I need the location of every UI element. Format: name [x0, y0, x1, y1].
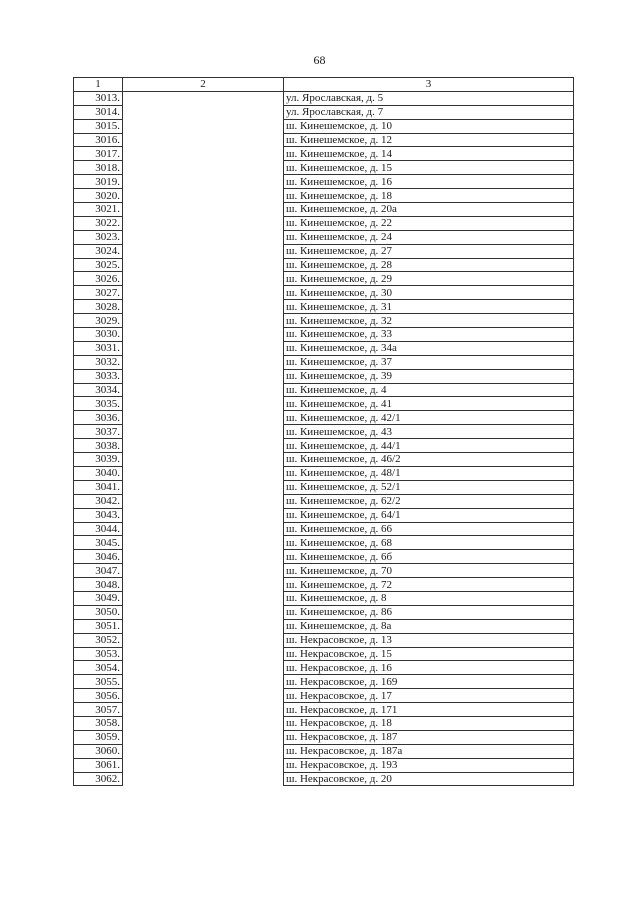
table-row	[74, 411, 574, 425]
row-number: 3059.	[74, 730, 123, 744]
row-address: ул. Ярославская, д. 5	[284, 91, 574, 105]
row-column-2	[123, 244, 284, 258]
table-row	[74, 203, 574, 217]
row-number: 3022.	[74, 216, 123, 230]
row-column-2	[123, 716, 284, 730]
row-column-2	[123, 300, 284, 314]
table-row	[74, 286, 574, 300]
table-row	[74, 175, 574, 189]
row-number: 3026.	[74, 272, 123, 286]
row-number: 3038.	[74, 439, 123, 453]
table-row	[74, 550, 574, 564]
row-address: ш. Некрасовское, д. 16	[284, 661, 574, 675]
row-number: 3017.	[74, 147, 123, 161]
table-row	[74, 772, 574, 786]
row-number: 3032.	[74, 355, 123, 369]
row-number: 3033.	[74, 369, 123, 383]
table-row	[74, 189, 574, 203]
row-column-2	[123, 203, 284, 217]
table-row	[74, 647, 574, 661]
row-column-2	[123, 675, 284, 689]
row-column-2	[123, 564, 284, 578]
row-number: 3035.	[74, 397, 123, 411]
row-address: ш. Кинешемское, д. 41	[284, 397, 574, 411]
row-column-2	[123, 591, 284, 605]
row-address: ш. Кинешемское, д. 46/2	[284, 453, 574, 467]
row-address: ш. Кинешемское, д. 18	[284, 189, 574, 203]
row-column-2	[123, 230, 284, 244]
row-column-2	[123, 411, 284, 425]
table-row	[74, 508, 574, 522]
row-address: ш. Некрасовское, д. 20	[284, 772, 574, 786]
page-number: 68	[313, 53, 326, 67]
row-number: 3040.	[74, 466, 123, 480]
table-row	[74, 758, 574, 772]
table-row	[74, 744, 574, 758]
row-address: ш. Кинешемское, д. 34а	[284, 341, 574, 355]
table-row	[74, 147, 574, 161]
row-address: ш. Кинешемское, д. 64/1	[284, 508, 574, 522]
row-address: ш. Кинешемское, д. 16	[284, 175, 574, 189]
row-address: ш. Кинешемское, д. 20а	[284, 203, 574, 217]
row-number: 3050.	[74, 605, 123, 619]
row-column-2	[123, 161, 284, 175]
row-column-2	[123, 453, 284, 467]
row-column-2	[123, 661, 284, 675]
table-row	[74, 328, 574, 342]
table-row	[74, 425, 574, 439]
row-column-2	[123, 216, 284, 230]
table-row	[74, 591, 574, 605]
row-column-2	[123, 619, 284, 633]
row-number: 3042.	[74, 494, 123, 508]
table-row	[74, 91, 574, 105]
row-column-2	[123, 689, 284, 703]
table-row	[74, 633, 574, 647]
table-row	[74, 383, 574, 397]
row-column-2	[123, 480, 284, 494]
row-number: 3031.	[74, 341, 123, 355]
row-address: ш. Кинешемское, д. 32	[284, 314, 574, 328]
row-number: 3044.	[74, 522, 123, 536]
row-column-2	[123, 355, 284, 369]
row-column-2	[123, 314, 284, 328]
row-number: 3045.	[74, 536, 123, 550]
row-address: ш. Некрасовское, д. 17	[284, 689, 574, 703]
row-address: ш. Некрасовское, д. 18	[284, 716, 574, 730]
table-row	[74, 105, 574, 119]
row-column-2	[123, 466, 284, 480]
table-row	[74, 716, 574, 730]
row-number: 3043.	[74, 508, 123, 522]
row-column-2	[123, 758, 284, 772]
row-column-2	[123, 578, 284, 592]
table-row	[74, 369, 574, 383]
row-address: ш. Кинешемское, д. 33	[284, 328, 574, 342]
table-row	[74, 703, 574, 717]
row-address: ш. Кинешемское, д. 62/2	[284, 494, 574, 508]
row-column-2	[123, 730, 284, 744]
table-row	[74, 341, 574, 355]
row-column-2	[123, 383, 284, 397]
row-address: ш. Кинешемское, д. 22	[284, 216, 574, 230]
row-address: ш. Кинешемское, д. 52/1	[284, 480, 574, 494]
row-address: ш. Кинешемское, д. 15	[284, 161, 574, 175]
row-address: ш. Кинешемское, д. 66	[284, 522, 574, 536]
row-address: ш. Кинешемское, д. 29	[284, 272, 574, 286]
row-column-2	[123, 175, 284, 189]
row-address: ш. Кинешемское, д. 68	[284, 536, 574, 550]
row-address: ш. Кинешемское, д. 28	[284, 258, 574, 272]
row-number: 3018.	[74, 161, 123, 175]
row-number: 3021.	[74, 203, 123, 217]
row-column-2	[123, 133, 284, 147]
row-column-2	[123, 647, 284, 661]
row-column-2	[123, 328, 284, 342]
row-number: 3061.	[74, 758, 123, 772]
row-address: ш. Кинешемское, д. 10	[284, 119, 574, 133]
table-row	[74, 300, 574, 314]
row-number: 3047.	[74, 564, 123, 578]
table-row	[74, 494, 574, 508]
row-column-2	[123, 522, 284, 536]
row-address: ш. Кинешемское, д. 43	[284, 425, 574, 439]
row-number: 3029.	[74, 314, 123, 328]
row-number: 3054.	[74, 661, 123, 675]
table-row	[74, 439, 574, 453]
row-number: 3041.	[74, 480, 123, 494]
row-address: ш. Кинешемское, д. 8	[284, 591, 574, 605]
row-column-2	[123, 425, 284, 439]
row-number: 3020.	[74, 189, 123, 203]
row-number: 3053.	[74, 647, 123, 661]
row-address: ш. Кинешемское, д. 14	[284, 147, 574, 161]
row-column-2	[123, 633, 284, 647]
row-number: 3037.	[74, 425, 123, 439]
table-row	[74, 453, 574, 467]
row-number: 3048.	[74, 578, 123, 592]
table-row	[74, 355, 574, 369]
table-row	[74, 133, 574, 147]
row-column-2	[123, 439, 284, 453]
row-number: 3046.	[74, 550, 123, 564]
table-row	[74, 272, 574, 286]
table-row	[74, 605, 574, 619]
table-body	[74, 91, 574, 786]
table-row	[74, 522, 574, 536]
row-column-2	[123, 605, 284, 619]
row-column-2	[123, 286, 284, 300]
row-address: ш. Кинешемское, д. 30	[284, 286, 574, 300]
row-address: ш. Некрасовское, д. 13	[284, 633, 574, 647]
row-address: ш. Кинешемское, д. 48/1	[284, 466, 574, 480]
table-header-row	[74, 78, 574, 92]
row-number: 3058.	[74, 716, 123, 730]
row-number: 3027.	[74, 286, 123, 300]
table-row	[74, 536, 574, 550]
row-number: 3025.	[74, 258, 123, 272]
row-address: ш. Некрасовское, д. 193	[284, 758, 574, 772]
table-row	[74, 480, 574, 494]
row-address: ш. Кинешемское, д. 27	[284, 244, 574, 258]
table-row	[74, 258, 574, 272]
table-row	[74, 689, 574, 703]
row-number: 3015.	[74, 119, 123, 133]
table-row	[74, 119, 574, 133]
row-column-2	[123, 272, 284, 286]
row-address: ш. Кинешемское, д. 31	[284, 300, 574, 314]
row-column-2	[123, 508, 284, 522]
row-column-2	[123, 369, 284, 383]
row-address: ш. Кинешемское, д. 6б	[284, 550, 574, 564]
row-address: ш. Кинешемское, д. 72	[284, 578, 574, 592]
column-header-2: 2	[123, 78, 284, 92]
row-address: ш. Кинешемское, д. 37	[284, 355, 574, 369]
row-address: ш. Некрасовское, д. 187	[284, 730, 574, 744]
row-column-2	[123, 147, 284, 161]
row-column-2	[123, 397, 284, 411]
table-row	[74, 216, 574, 230]
row-number: 3024.	[74, 244, 123, 258]
row-number: 3062.	[74, 772, 123, 786]
table-row	[74, 619, 574, 633]
row-address: ш. Кинешемское, д. 44/1	[284, 439, 574, 453]
row-address: ш. Кинешемское, д. 39	[284, 369, 574, 383]
row-address: ш. Кинешемское, д. 42/1	[284, 411, 574, 425]
address-table	[73, 77, 574, 786]
table-row	[74, 161, 574, 175]
table-row	[74, 578, 574, 592]
row-address: ул. Ярославская, д. 7	[284, 105, 574, 119]
row-address: ш. Некрасовское, д. 15	[284, 647, 574, 661]
row-number: 3019.	[74, 175, 123, 189]
row-address: ш. Кинешемское, д. 12	[284, 133, 574, 147]
table-row	[74, 730, 574, 744]
row-column-2	[123, 744, 284, 758]
row-address: ш. Кинешемское, д. 86	[284, 605, 574, 619]
row-address: ш. Кинешемское, д. 70	[284, 564, 574, 578]
row-number: 3030.	[74, 328, 123, 342]
row-column-2	[123, 536, 284, 550]
row-address: ш. Некрасовское, д. 171	[284, 703, 574, 717]
table-row	[74, 244, 574, 258]
row-number: 3051.	[74, 619, 123, 633]
table-row	[74, 675, 574, 689]
row-column-2	[123, 119, 284, 133]
table-row	[74, 314, 574, 328]
row-number: 3023.	[74, 230, 123, 244]
column-header-1: 1	[74, 78, 123, 92]
row-column-2	[123, 258, 284, 272]
row-number: 3034.	[74, 383, 123, 397]
row-number: 3052.	[74, 633, 123, 647]
row-number: 3016.	[74, 133, 123, 147]
column-header-3: 3	[284, 78, 574, 92]
row-number: 3049.	[74, 591, 123, 605]
table-row	[74, 661, 574, 675]
row-number: 3055.	[74, 675, 123, 689]
row-column-2	[123, 550, 284, 564]
row-number: 3028.	[74, 300, 123, 314]
row-column-2	[123, 703, 284, 717]
row-column-2	[123, 105, 284, 119]
row-number: 3036.	[74, 411, 123, 425]
row-column-2	[123, 772, 284, 786]
table-row	[74, 564, 574, 578]
table-row	[74, 466, 574, 480]
row-address: ш. Кинешемское, д. 8а	[284, 619, 574, 633]
row-column-2	[123, 341, 284, 355]
row-column-2	[123, 91, 284, 105]
row-address: ш. Некрасовское, д. 187а	[284, 744, 574, 758]
row-column-2	[123, 189, 284, 203]
row-number: 3039.	[74, 453, 123, 467]
row-number: 3013.	[74, 91, 123, 105]
row-number: 3056.	[74, 689, 123, 703]
row-number: 3014.	[74, 105, 123, 119]
row-address: ш. Некрасовское, д. 169	[284, 675, 574, 689]
row-number: 3060.	[74, 744, 123, 758]
row-address: ш. Кинешемское, д. 4	[284, 383, 574, 397]
row-column-2	[123, 494, 284, 508]
row-number: 3057.	[74, 703, 123, 717]
table-row	[74, 397, 574, 411]
row-address: ш. Кинешемское, д. 24	[284, 230, 574, 244]
table-row	[74, 230, 574, 244]
